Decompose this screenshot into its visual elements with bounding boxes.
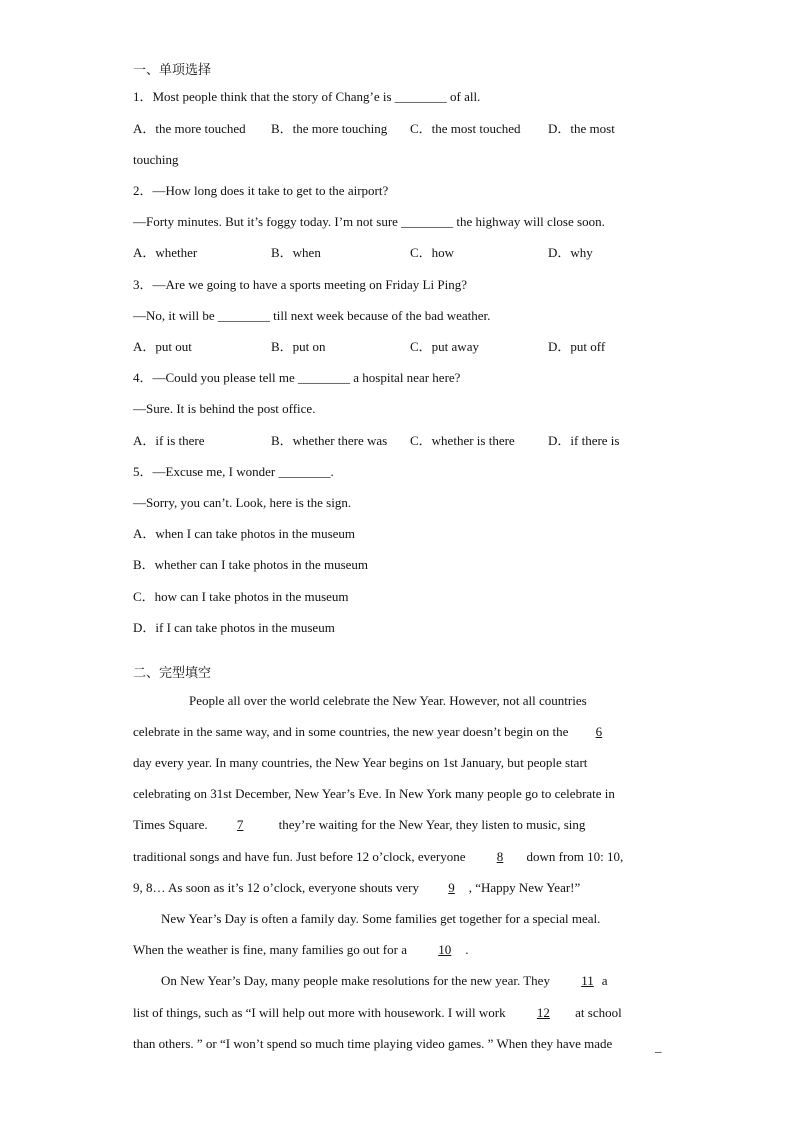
question-1-stem: 1．Most people think that the story of Chang’e is ________ of all.: [133, 89, 481, 104]
question-3-option-a[interactable]: A．put out: [133, 339, 192, 354]
question-3-option-c[interactable]: C．put away: [410, 339, 479, 354]
passage-text: a: [601, 973, 608, 988]
question-2-option-d[interactable]: D．why: [548, 245, 593, 260]
question-2-option-b[interactable]: B．when: [271, 245, 321, 260]
passage-text: traditional songs and have fun. Just before 12 o’clock, everyone: [133, 849, 466, 864]
question-1-option-d[interactable]: D．the most: [548, 121, 615, 136]
blank-12[interactable]: 12: [536, 1005, 550, 1020]
passage-text: .: [465, 942, 469, 957]
question-5-option-a[interactable]: A．when I can take photos in the museum: [133, 526, 356, 541]
question-1-option-a[interactable]: A．the more touched: [133, 121, 246, 136]
passage-text: list of things, such as “I will help out more with housework. I will work: [133, 1005, 506, 1020]
passage-text: they’re waiting for the New Year, they listen to music, sing: [278, 817, 586, 832]
trailing-blank-mark: _: [655, 1039, 662, 1054]
question-4-stem: 4．—Could you please tell me ________ a hospital near here?: [133, 370, 461, 385]
question-3-stem: 3．—Are we going to have a sports meeting on Friday Li Ping?: [133, 277, 467, 292]
question-3-option-d[interactable]: D．put off: [548, 339, 606, 354]
blank-7[interactable]: 7: [236, 817, 244, 832]
question-1-option-b[interactable]: B．the more touching: [271, 121, 388, 136]
passage-text: When the weather is fine, many families go out for a: [133, 942, 407, 957]
passage-line-1: People all over the world celebrate the New Year. However, not all countries: [189, 693, 587, 708]
passage-line-12: than others. ” or “I won’t spend so much time playing video games. ” When they have made: [133, 1036, 613, 1051]
blank-6[interactable]: 6: [595, 724, 603, 739]
passage-text: On New Year’s Day, many people make resolutions for the new year. They: [161, 973, 550, 988]
question-2-stem: 2．—How long does it take to get to the airport?: [133, 183, 389, 198]
question-4-option-d[interactable]: D．if there is: [548, 433, 620, 448]
question-5-option-b[interactable]: B．whether can I take photos in the museum: [133, 557, 369, 572]
passage-line-3: day every year. In many countries, the New Year begins on 1st January, but people start: [133, 755, 588, 770]
passage-line-9: [133, 942, 469, 958]
question-5-stem: 5．—Excuse me, I wonder ________.: [133, 464, 334, 479]
passage-text: at school: [575, 1005, 622, 1020]
section-2-title: 二、完型填空: [133, 666, 212, 681]
passage-line-6: [133, 849, 623, 865]
question-1-option-d-overflow: touching: [133, 152, 179, 167]
question-5-stem-reply: —Sorry, you can’t. Look, here is the sign.: [133, 495, 352, 510]
passage-text: , “Happy New Year!”: [468, 880, 581, 895]
question-4-option-a[interactable]: A．if is there: [133, 433, 205, 448]
passage-text: down from 10: 10,: [526, 849, 624, 864]
passage-text: 9, 8… As soon as it’s 12 o’clock, everyone shouts very: [133, 880, 419, 895]
passage-text: Times Square.: [133, 817, 208, 832]
passage-line-10: [161, 973, 608, 989]
question-2-option-a[interactable]: A．whether: [133, 245, 198, 260]
passage-line-8: New Year’s Day is often a family day. Some families get together for a special meal.: [161, 911, 601, 926]
question-3-option-b[interactable]: B．put on: [271, 339, 326, 354]
blank-10[interactable]: 10: [438, 942, 452, 957]
question-5-option-d[interactable]: D．if I can take photos in the museum: [133, 620, 335, 635]
passage-line-7: [133, 880, 580, 896]
question-4-option-c[interactable]: C．whether is there: [410, 433, 515, 448]
passage-text: celebrate in the same way, and in some countries, the new year doesn’t begin on the: [133, 724, 569, 739]
blank-11[interactable]: 11: [581, 973, 594, 988]
passage-line-4: celebrating on 31st December, New Year’s Eve. In New York many people go to celebrate in: [133, 786, 615, 801]
blank-8[interactable]: 8: [496, 849, 504, 864]
blank-9[interactable]: 9: [448, 880, 455, 895]
passage-line-5: [133, 817, 585, 833]
passage-line-2: [133, 724, 620, 740]
question-2-stem-reply: —Forty minutes. But it’s foggy today. I’m not sure ________ the highway will close soon.: [133, 214, 605, 229]
section-1-title: 一、单项选择: [133, 63, 212, 78]
question-1-option-c[interactable]: C．the most touched: [410, 121, 521, 136]
question-3-stem-reply: —No, it will be ________ till next week because of the bad weather.: [133, 308, 491, 323]
question-5-option-c[interactable]: C．how can I take photos in the museum: [133, 589, 349, 604]
question-2-option-c[interactable]: C．how: [410, 245, 455, 260]
question-4-option-b[interactable]: B．whether there was: [271, 433, 388, 448]
passage-line-11: [133, 1005, 622, 1021]
question-4-stem-reply: —Sure. It is behind the post office.: [133, 401, 316, 416]
